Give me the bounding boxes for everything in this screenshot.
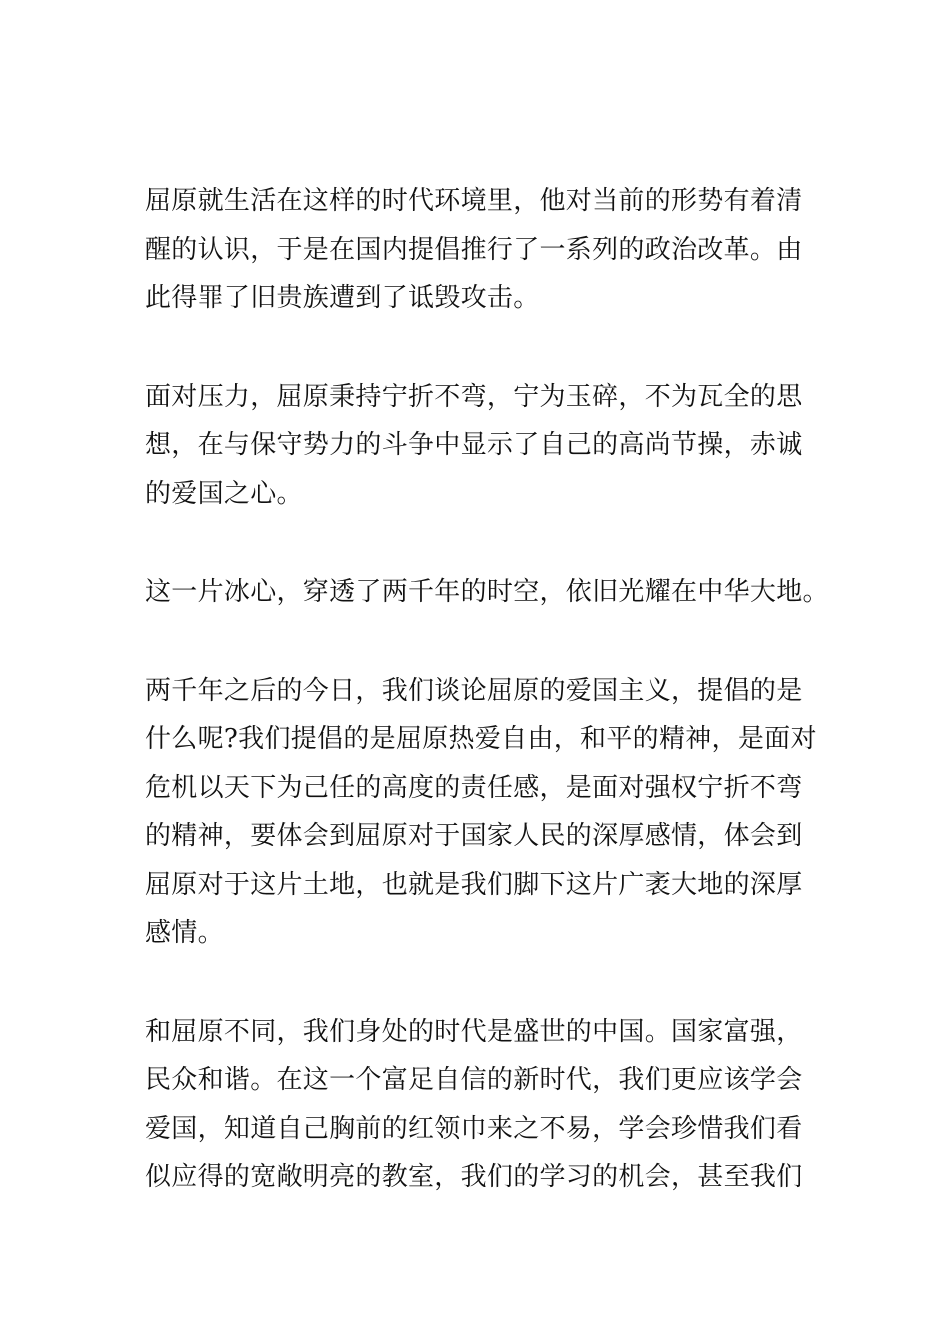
text-line: 似应得的宽敞明亮的教室，我们的学习的机会，甚至我们 (145, 1162, 803, 1192)
text-line: 感情。 (145, 918, 224, 948)
text-line: 面对压力，屈原秉持宁折不弯，宁为玉碎，不为瓦全的思 (145, 381, 803, 412)
text-line: 的精神，要体会到屈原对于国家人民的深厚感情，体会到 (145, 821, 803, 851)
text-line: 危机以天下为己任的高度的责任感，是面对强权宁折不弯 (145, 772, 803, 803)
paragraph-1 (145, 177, 810, 323)
paragraph-4 (145, 667, 817, 958)
paragraph-3 (145, 568, 829, 617)
text-line: 想，在与保守势力的斗争中显示了自己的高尚节操，赤诚 (145, 430, 803, 460)
text-line: 什么呢?我们提倡的是屈原热爱自由，和平的精神，是面对 (145, 724, 817, 754)
paragraph-2 (145, 373, 810, 519)
text-line: 民众和谐。在这一个富足自信的新时代，我们更应该学会 (145, 1065, 803, 1095)
document-body (145, 177, 829, 1252)
text-line: 屈原对于这片土地，也就是我们脚下这片广袤大地的深厚 (145, 869, 803, 900)
text-line: 爱国，知道自己胸前的红领巾来之不易，学会珍惜我们看 (145, 1113, 803, 1144)
text-line: 屈原就生活在这样的时代环境里，他对当前的形势有着清 (145, 186, 803, 216)
paragraph-5 (145, 1008, 810, 1202)
text-line: 醒的认识，于是在国内提倡推行了一系列的政治改革。由 (145, 234, 803, 265)
text-line: 这一片冰心，穿透了两千年的时空，依旧光耀在中华大地。 (145, 577, 829, 607)
text-line: 和屈原不同，我们身处的时代是盛世的中国。国家富强， (145, 1016, 803, 1047)
text-line: 两千年之后的今日，我们谈论屈原的爱国主义，提倡的是 (145, 675, 803, 706)
text-line: 此得罪了旧贵族遭到了诋毁攻击。 (145, 283, 540, 313)
text-line: 的爱国之心。 (145, 478, 303, 509)
